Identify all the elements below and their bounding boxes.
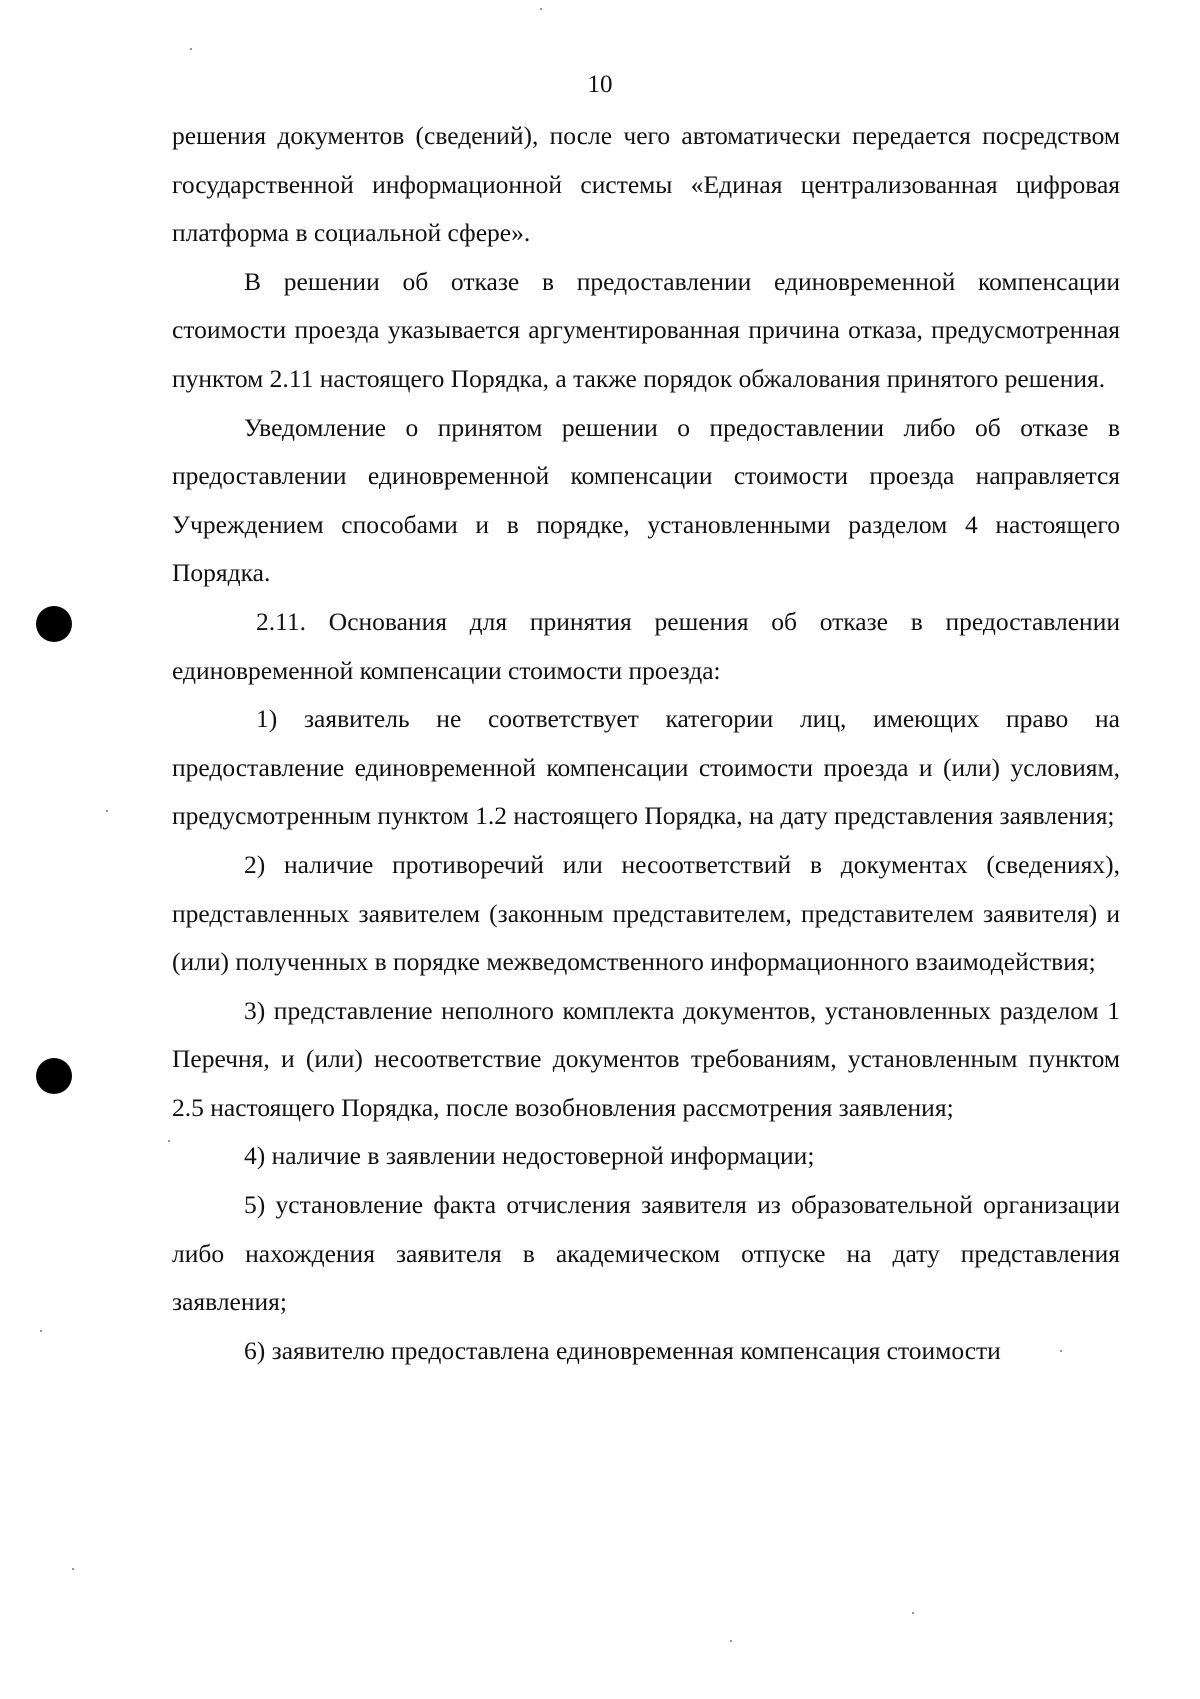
scan-speck: [40, 1330, 42, 1332]
scan-speck: [168, 1140, 170, 1142]
paragraph-refusal-reason: В решении об отказе в предоставлении единовременной компенсации стоимости проезда указывается аргументированная причина отказа, предусмотренная пунктом 2.11 настоящего Порядка, а также порядок обжалования принятого решения.: [172, 266, 1120, 393]
hole-punch-bottom: [36, 1058, 72, 1094]
scan-speck: [912, 1612, 914, 1614]
page-number: 10: [587, 71, 613, 98]
scan-speck: [1060, 1350, 1062, 1352]
scan-speck: [72, 1568, 74, 1570]
list-item-1: 1) заявитель не соответствует категории лиц, имеющих право на предоставление единовременной компенсации стоимости проезда и (или) условиям, предусмотренным пунктом 1.2 настоящего Порядка, на дату представления заявления;: [172, 704, 1120, 831]
list-item-5: 5) установление факта отчисления заявителя из образовательной организации либо нахождения заявителя в академическом отпуске на дату представления заявления;: [172, 1190, 1120, 1317]
paragraph-section-2-11: 2.11. Основания для принятия решения об отказе в предоставлении единовременной компенсации стоимости проезда:: [172, 606, 1120, 685]
list-item-3: 3) представление неполного комплекта документов, установленных разделом 1 Перечня, и (или) несоответствие документов требованиям, установленным пунктом 2.5 настоящего Порядка, после возобновления рассмотрения заявления;: [172, 995, 1120, 1122]
paragraph-decision-transfer: решения документов (сведений), после чего автоматически передается посредством государственной информационной системы «Единая централизованная цифровая платформа в социальной сфере».: [172, 121, 1120, 248]
hole-punch-top: [36, 606, 72, 642]
document-body: [172, 112, 1120, 1375]
scan-speck: [540, 8, 542, 10]
scan-speck: [190, 48, 192, 50]
scan-speck: [106, 810, 108, 812]
list-item-2: 2) наличие противоречий или несоответствий в документах (сведениях), представленных заявителем (законным представителем, представителем заявителя) и (или) полученных в порядке межведомственного информационного взаимодействия;: [172, 849, 1120, 977]
scan-speck: [730, 1640, 732, 1642]
paragraph-notification: Уведомление о принятом решении о предоставлении либо об отказе в предоставлении единовременной компенсации стоимости проезда направляется Учреждением способами и в порядке, установленными разделом 4 настоящего Порядка.: [172, 412, 1120, 588]
list-item-6: 6) заявителю предоставлена единовременная компенсация стоимости: [244, 1335, 1001, 1365]
list-item-4: 4) наличие в заявлении недостоверной информации;: [244, 1141, 815, 1171]
